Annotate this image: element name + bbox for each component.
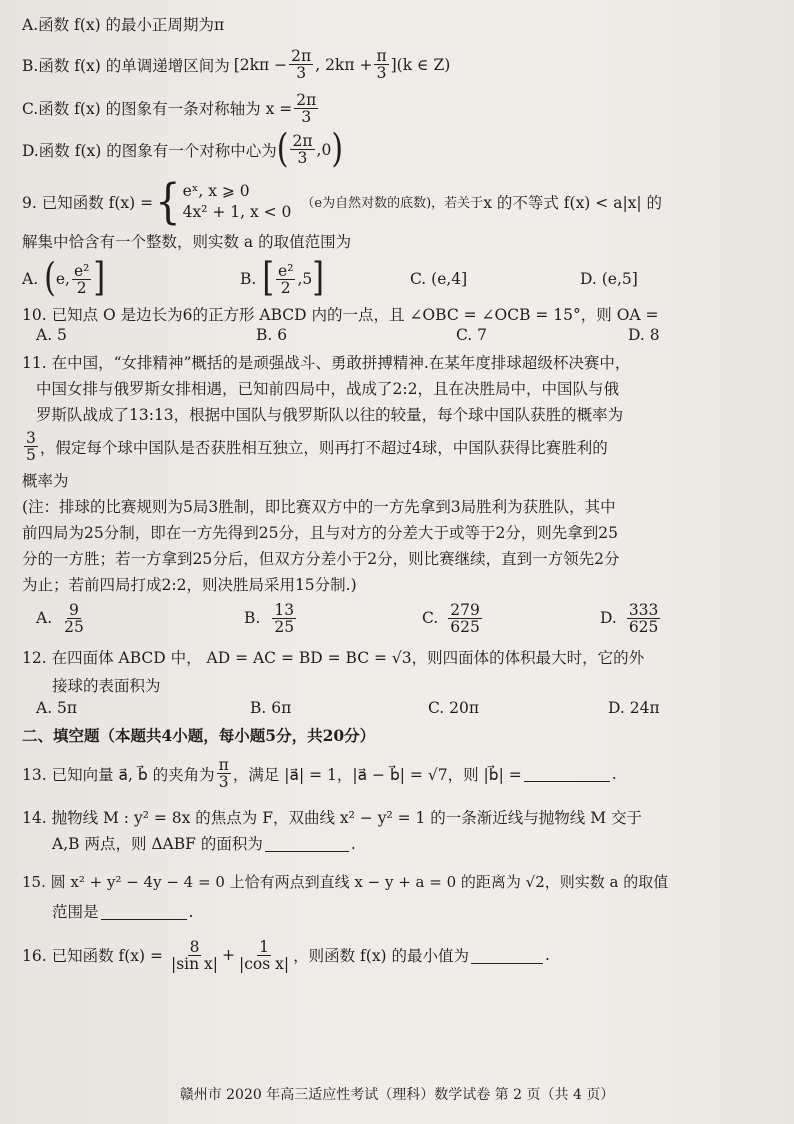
q11-note4: 为止；若前四局打成2:2，则决胜局采用15分制.) xyxy=(22,575,357,594)
exam-content xyxy=(22,14,774,972)
q12-line2: 接球的表面积为 xyxy=(52,677,161,696)
fraction: $\frac{9}{25}$ xyxy=(64,600,84,636)
fraction: $\frac{2\pi}{3}$ xyxy=(291,47,312,83)
q12-option-b: B. 6π xyxy=(250,699,292,718)
q11-note2: 前四局为25分制，即在一方先得到25分，且与对方的分差大于或等于2分，则先拿到25 xyxy=(22,523,619,542)
q8-option-c: C.函数 f(x) 的图象有一条对称轴为 x = $\frac{2\pi}{3}$ xyxy=(22,90,317,126)
q14-line2: A,B 两点，则 ΔABF 的面积为 . xyxy=(52,834,356,853)
q11-option-a: A. $\frac{9}{25}$ xyxy=(36,600,84,636)
q9-option-c: C. (e,4] xyxy=(410,270,468,289)
fraction: $\frac{1}{\text{|cos x|}}$ xyxy=(239,937,290,973)
q11-option-b: B. $\frac{13}{25}$ xyxy=(244,600,295,636)
q9-stem: 9. 已知函数 f(x) = { eˣ, x ⩾ 0 4x² + 1, x < 0 （e为自然对数的底数)，若关于 x 的不等式 f(x) < a|x| 的 xyxy=(22,173,663,230)
q9-options xyxy=(22,255,774,302)
q12-options xyxy=(22,699,774,717)
fraction: $\frac{\text{e²}}{2}$ xyxy=(73,261,90,297)
q12-option-d: D. 24π xyxy=(608,699,660,718)
q10-option-b: B. 6 xyxy=(256,326,288,345)
q10-option-c: C. 7 xyxy=(456,326,488,345)
q15-line2: 范围是 . xyxy=(52,902,194,921)
q11-note1: (注：排球的比赛规则为5局3胜制，即比赛双方中的一方先拿到3局胜利为获胜队，其中 xyxy=(22,497,616,516)
q8-option-b: B.函数 f(x) 的单调递增区间为 [2kπ − $\frac{2\pi}{3}$ , 2kπ + $\frac{\pi}{3}$ ](k ∈ Z) xyxy=(22,47,451,83)
q10-options xyxy=(22,326,774,344)
q14-line1: 14. 抛物线 M : y² = 8x 的焦点为 F，双曲线 x² − y² = 1 的一条渐近线与抛物线 M 交于 xyxy=(22,808,643,827)
q9-stem-line2: 解集中恰含有一个整数，则实数 a 的取值范围为 xyxy=(22,232,352,251)
q12-line1: 12. 在四面体 ABCD 中， AD = AC = BD = BC = √3，则四面体的体积最大时，它的外 xyxy=(22,649,645,668)
q11-line4: $\frac{3}{5}$ ，假定每个球中国队是否获胜相互独立，则再打不超过4球，中国队获得比赛胜利的 xyxy=(26,429,608,465)
q11-option-d: D. $\frac{333}{625}$ xyxy=(600,600,659,636)
fraction: $\frac{3}{5}$ xyxy=(26,429,36,465)
answer-blank[interactable] xyxy=(265,835,349,852)
q11-line2: 中国女排与俄罗斯女排相遇，已知前四局中，战成了2:2，且在决胜局中，中国队与俄 xyxy=(36,380,619,399)
q8-option-a: A.函数 f(x) 的最小正周期为π xyxy=(22,16,225,34)
q11-line1: 11. 在中国，“女排精神”概括的是顽强战斗、勇敢拼搏精神.在某年度排球超级杯决赛中， xyxy=(22,354,631,373)
q11-options xyxy=(22,602,774,636)
q11-note3: 分的一方胜；若一方拿到25分后，但双方分差小于2分，则比赛继续，直到一方领先2分 xyxy=(22,549,620,568)
fraction: $\frac{8}{\text{|sin x|}}$ xyxy=(171,937,219,973)
fraction: $\frac{\text{e²}}{2}$ xyxy=(278,261,294,297)
fraction: $\frac{13}{25}$ xyxy=(274,600,295,636)
q11-line5: 概率为 xyxy=(22,471,69,490)
q8-option-d: D.函数 f(x) 的图象有一个对称中心为 ( $\frac{2\pi}{3}$ ,0 ) xyxy=(22,126,344,172)
q9-option-a: A. ( e, $\frac{\text{e²}}{2}$ ] xyxy=(22,255,106,302)
q10-stem: 10. 已知点 O 是边长为6的正方形 ABCD 内的一点，且 ∠OBC = ∠OCB = 15°，则 OA = xyxy=(22,306,659,325)
fraction: $\frac{279}{625}$ xyxy=(450,600,480,636)
q9-option-d: D. (e,5] xyxy=(580,270,638,289)
fraction: $\frac{333}{625}$ xyxy=(628,600,659,636)
q11-line3: 罗斯队战成了13:13，根据中国队与俄罗斯队以往的较量，每个球中国队获胜的概率为 xyxy=(36,406,624,425)
q12-option-c: C. 20π xyxy=(428,699,480,718)
answer-blank[interactable] xyxy=(101,903,187,920)
answer-blank[interactable] xyxy=(524,765,610,782)
page-footer: 赣州市 2020 年高三适应性考试（理科）数学试卷 第 2 页（共 4 页） xyxy=(179,1087,615,1103)
fraction: $\frac{2\pi}{3}$ xyxy=(292,132,313,168)
q13: 13. 已知向量 a⃗, b⃗ 的夹角为 $\frac{\pi}{3}$ ，满足 |a⃗| = 1，|a⃗ − b⃗| = √7，则 |b⃗| = . xyxy=(22,756,617,792)
q15-line1: 15. 圆 x² + y² − 4y − 4 = 0 上恰有两点到直线 x − y + a = 0 的距离为 √2，则实数 a 的取值 xyxy=(22,872,669,891)
fraction: $\frac{\pi}{3}$ xyxy=(218,756,229,792)
fraction: $\frac{\pi}{3}$ xyxy=(376,47,387,83)
answer-blank[interactable] xyxy=(471,947,543,964)
q16: 16. 已知函数 f(x) = $\frac{8}{\text{|sin x|}}$ + $\frac{1}{\text{|cos x|}}$ ，则函数 f(x) 的最小值为 . xyxy=(22,937,550,973)
q12-option-a: A. 5π xyxy=(36,699,78,718)
q10-option-a: A. 5 xyxy=(36,326,67,345)
section-heading: 二、填空题（本题共4小题，每小题5分，共20分） xyxy=(22,726,376,746)
piecewise-cases: eˣ, x ⩾ 0 4x² + 1, x < 0 xyxy=(182,181,292,221)
q11-option-c: C. $\frac{279}{625}$ xyxy=(422,600,480,636)
q10-option-d: D. 8 xyxy=(628,326,660,345)
q9-option-b: B. [ $\frac{\text{e²}}{2}$ ,5 ] xyxy=(240,255,324,302)
fraction: $\frac{2\pi}{3}$ xyxy=(296,90,317,126)
